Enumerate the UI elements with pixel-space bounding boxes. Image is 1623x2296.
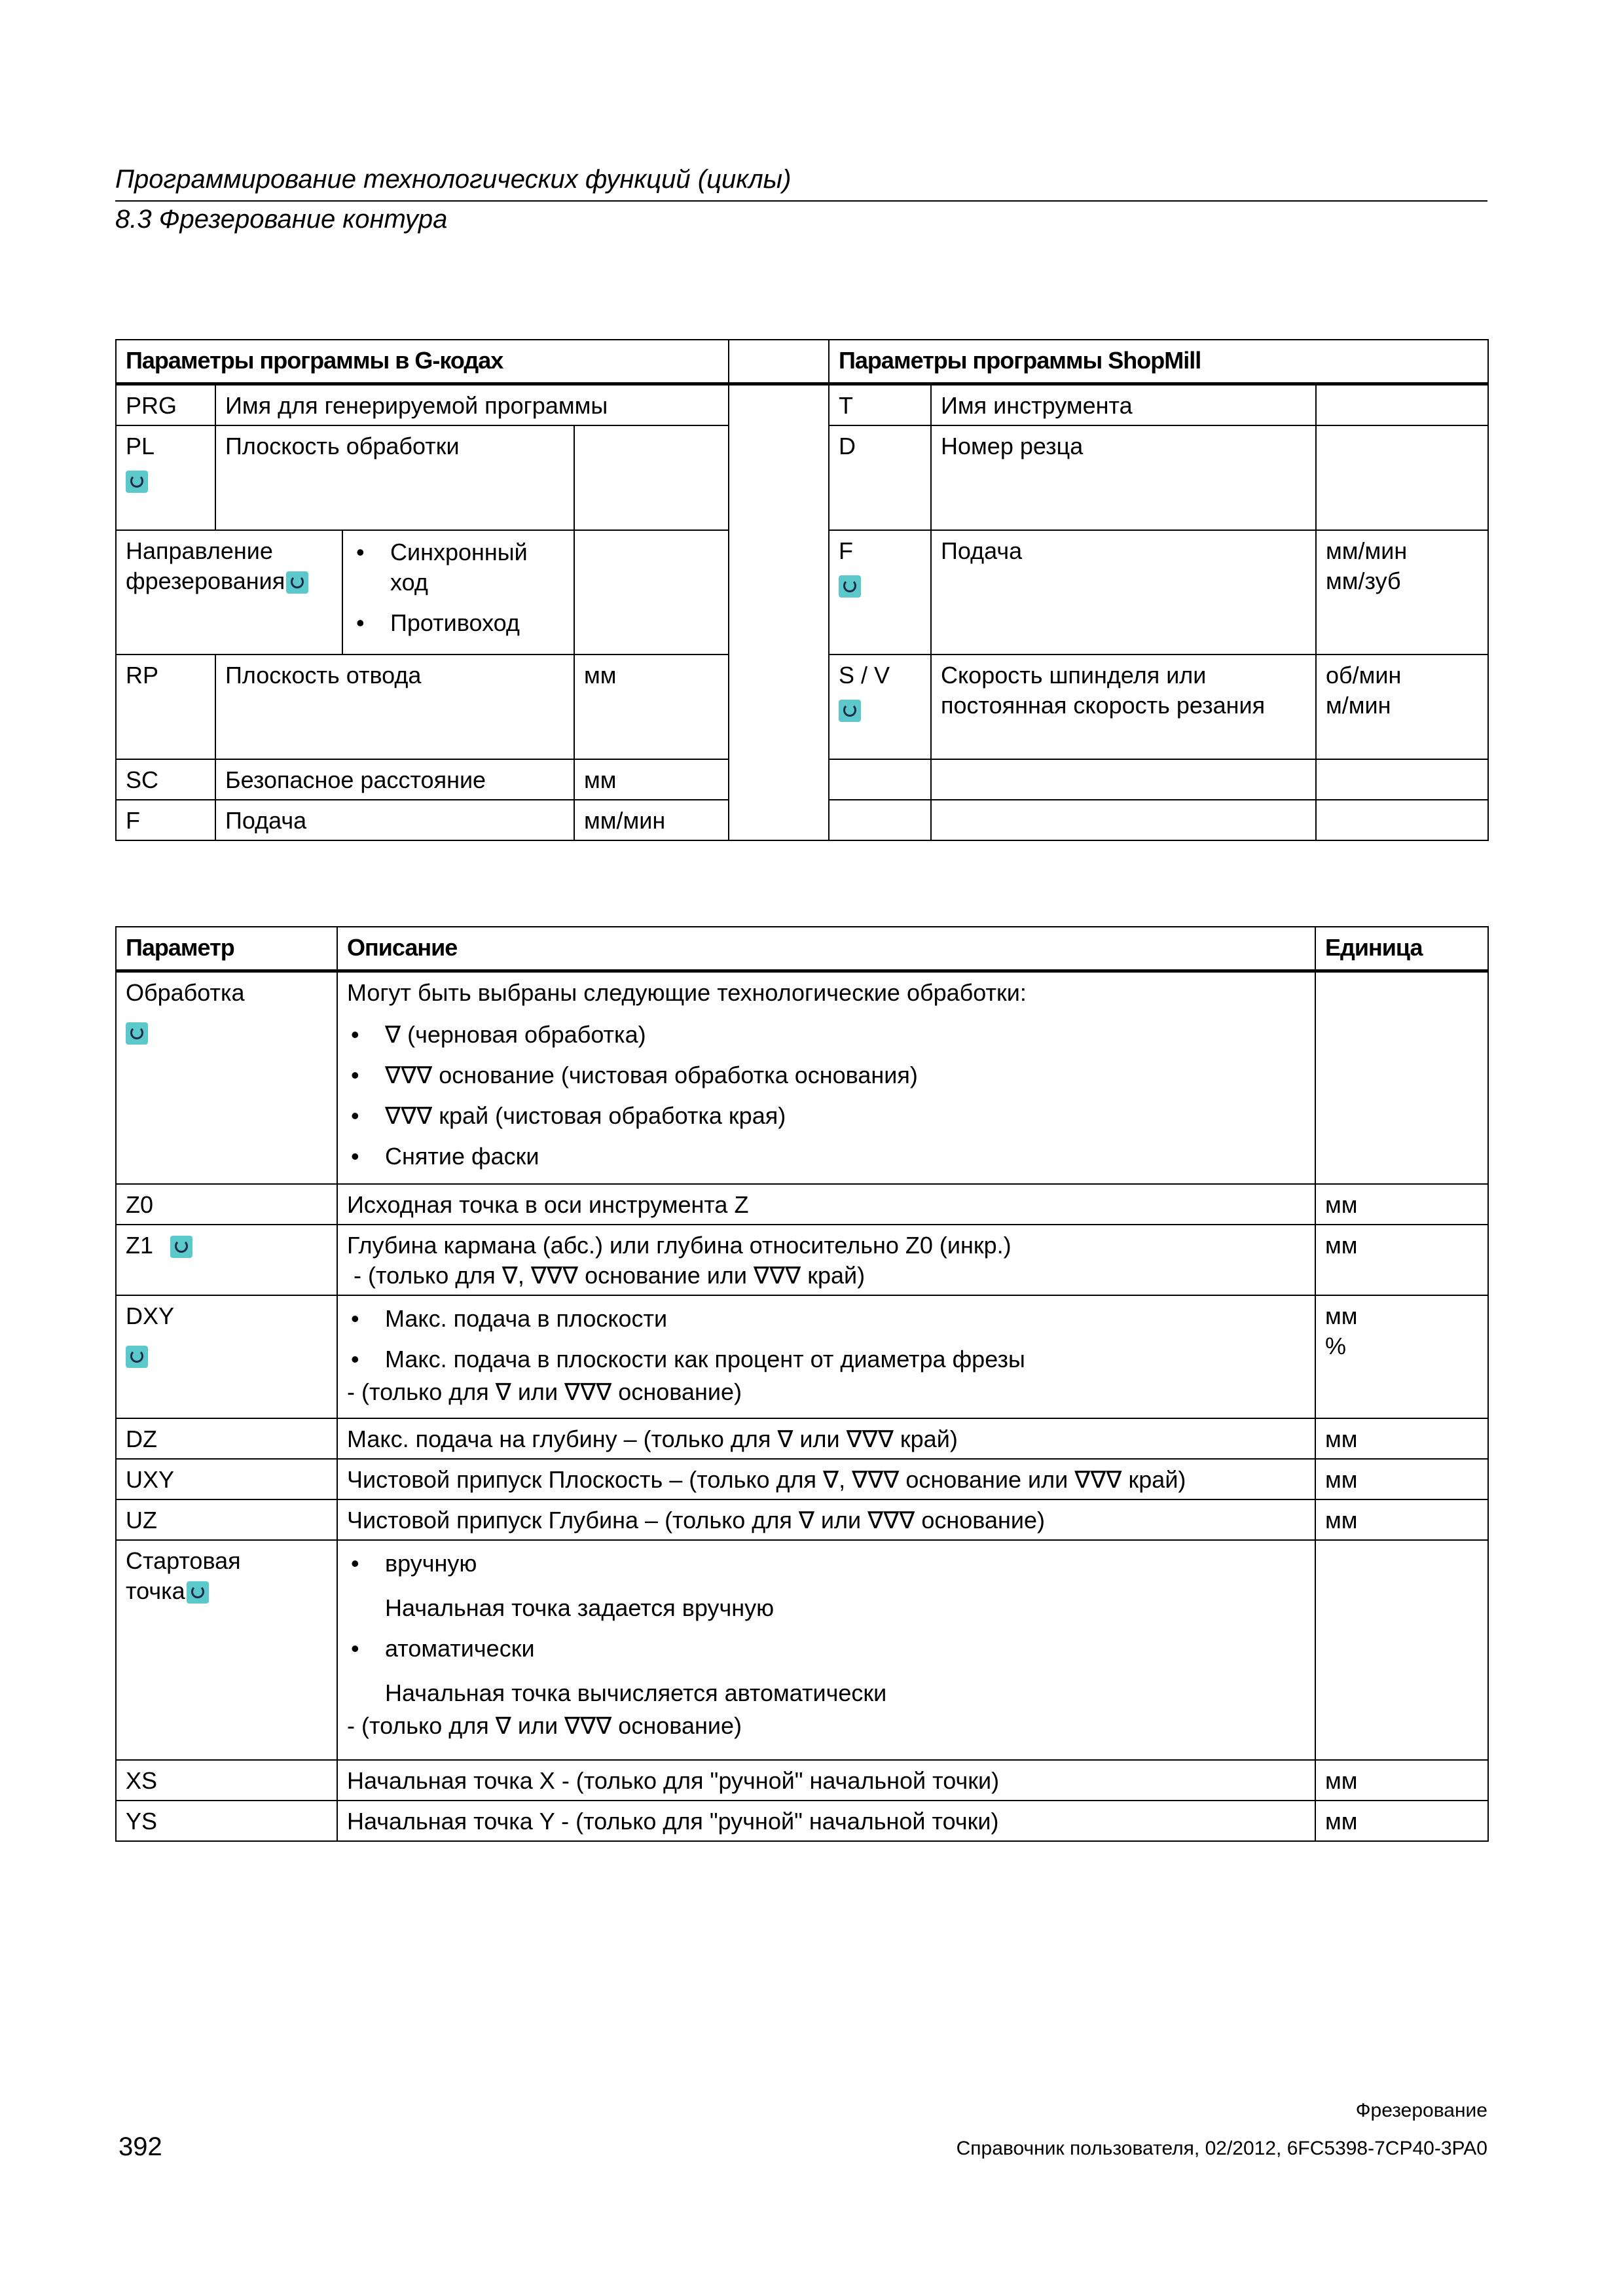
param-uz: UZ bbox=[116, 1499, 337, 1540]
param-dxy-label: DXY bbox=[126, 1302, 175, 1329]
dxy-note: - (только для ∇ или ∇∇∇ основание) bbox=[347, 1378, 742, 1405]
page-number: 392 bbox=[119, 2132, 162, 2161]
dxy-unit-percent: % bbox=[1325, 1333, 1347, 1359]
shopmill-params-header: Параметры программы ShopMill bbox=[829, 340, 1488, 384]
start-note: - (только для ∇ или ∇∇∇ основание) bbox=[347, 1712, 742, 1739]
param-f-left-unit: мм/мин bbox=[574, 800, 729, 840]
section-title: 8.3 Фрезерование контура bbox=[115, 205, 448, 234]
header-rule bbox=[115, 200, 1487, 202]
empty-cell bbox=[931, 800, 1316, 840]
param-xs: XS bbox=[116, 1760, 337, 1801]
param-d-unit bbox=[1316, 425, 1488, 530]
param-uxy-unit: мм bbox=[1315, 1459, 1488, 1499]
param-dz-unit: мм bbox=[1315, 1418, 1488, 1459]
dxy-option-percent: • Макс. подача в плоскости как процент от диаметра фрезы bbox=[347, 1344, 1305, 1374]
param-rp: RP bbox=[116, 655, 215, 759]
toggle-icon[interactable] bbox=[286, 571, 308, 594]
param-z0-unit: мм bbox=[1315, 1184, 1488, 1225]
option-chamfer: • Снятие фаски bbox=[347, 1141, 1305, 1172]
toggle-icon[interactable] bbox=[126, 1022, 148, 1045]
start-point-desc bbox=[337, 1540, 1315, 1760]
param-sc: SC bbox=[116, 759, 215, 800]
col-header-unit: Единица bbox=[1315, 927, 1488, 971]
dxy-option-mm: • Макс. подача в плоскости bbox=[347, 1304, 1305, 1334]
param-t-unit bbox=[1316, 384, 1488, 425]
param-sc-unit: мм bbox=[574, 759, 729, 800]
param-t-desc: Имя инструмента bbox=[931, 384, 1316, 425]
chapter-title: Программирование технологических функций (циклы) bbox=[115, 165, 792, 194]
footer-section: Фрезерование bbox=[1355, 2100, 1487, 2121]
param-pl-unit bbox=[574, 425, 729, 530]
dxy-unit-mm: мм bbox=[1325, 1302, 1358, 1329]
toggle-icon[interactable] bbox=[170, 1236, 192, 1258]
empty-cell bbox=[829, 800, 931, 840]
empty-cell bbox=[829, 759, 931, 800]
param-f-left: F bbox=[116, 800, 215, 840]
machining-desc bbox=[337, 971, 1315, 1184]
param-uxy: UXY bbox=[116, 1459, 337, 1499]
param-dxy-unit bbox=[1315, 1295, 1488, 1418]
parameters-description-table bbox=[115, 926, 1489, 1842]
toggle-icon[interactable] bbox=[126, 471, 148, 493]
param-t: T bbox=[829, 384, 931, 425]
empty-cell bbox=[1316, 800, 1488, 840]
param-dz: DZ bbox=[116, 1418, 337, 1459]
param-ys: YS bbox=[116, 1801, 337, 1841]
param-uz-unit: мм bbox=[1315, 1499, 1488, 1540]
param-sv-label: S / V bbox=[839, 661, 890, 689]
param-prg-desc: Имя для генерируемой программы bbox=[215, 384, 729, 425]
param-sc-desc: Безопасное расстояние bbox=[215, 759, 574, 800]
machining-unit bbox=[1315, 971, 1488, 1184]
footer-reference: Справочник пользователя, 02/2012, 6FC5398-7CP40-3PA0 bbox=[956, 2138, 1487, 2159]
toggle-icon[interactable] bbox=[187, 1581, 209, 1604]
param-milling-direction bbox=[116, 530, 342, 655]
param-ys-desc: Начальная точка Y - (только для "ручной" начальной точки) bbox=[337, 1801, 1315, 1841]
milling-direction-unit bbox=[574, 530, 729, 655]
start-point-label-line1: Стартовая bbox=[126, 1547, 241, 1574]
param-sv-unit: об/мин м/мин bbox=[1316, 655, 1488, 759]
param-ys-unit: мм bbox=[1315, 1801, 1488, 1841]
param-f-desc: Подача bbox=[931, 530, 1316, 655]
param-dz-desc: Макс. подача на глубину – (только для ∇ или ∇∇∇ край) bbox=[337, 1418, 1315, 1459]
toggle-icon[interactable] bbox=[839, 700, 861, 722]
option-climb: • Синхронный ход bbox=[352, 537, 564, 598]
machining-intro: Могут быть выбраны следующие технологические обработки: bbox=[347, 978, 1027, 1006]
param-f-unit: мм/мин мм/зуб bbox=[1316, 530, 1488, 655]
option-finish-edge: • ∇∇∇ край (чистовая обработка края) bbox=[347, 1101, 1305, 1131]
start-option-manual: • вручную bbox=[347, 1549, 1305, 1579]
start-point-unit bbox=[1315, 1540, 1488, 1760]
param-z1-desc-line1: Глубина кармана (абс.) или глубина относительно Z0 (инкр.) bbox=[347, 1232, 1012, 1259]
start-manual-desc: Начальная точка задается вручную bbox=[385, 1594, 775, 1621]
param-uxy-desc: Чистовой припуск Плоскость – (только для ∇, ∇∇∇ основание или ∇∇∇ край) bbox=[337, 1459, 1315, 1499]
param-dxy-desc bbox=[337, 1295, 1315, 1418]
param-machining-label: Обработка bbox=[126, 978, 245, 1006]
param-xs-desc: Начальная точка X - (только для "ручной" начальной точки) bbox=[337, 1760, 1315, 1801]
start-auto-desc: Начальная точка вычисляется автоматически bbox=[385, 1679, 887, 1706]
param-z0: Z0 bbox=[116, 1184, 337, 1225]
gcode-params-header: Параметры программы в G-кодах bbox=[116, 340, 729, 384]
param-z0-desc: Исходная точка в оси инструмента Z bbox=[337, 1184, 1315, 1225]
toggle-icon[interactable] bbox=[126, 1346, 148, 1368]
spacer-cell bbox=[729, 384, 829, 840]
option-conventional: • Противоход bbox=[352, 608, 564, 638]
spacer-cell bbox=[729, 340, 829, 384]
param-pl bbox=[116, 425, 215, 530]
milling-direction-options bbox=[342, 530, 574, 655]
param-sv-desc: Скорость шпинделя или постоянная скорость резания bbox=[931, 655, 1316, 759]
option-roughing: • ∇ (черновая обработка) bbox=[347, 1020, 1305, 1050]
param-z1 bbox=[116, 1225, 337, 1295]
empty-cell bbox=[1316, 759, 1488, 800]
program-parameters-table bbox=[115, 339, 1489, 841]
param-d-desc: Номер резца bbox=[931, 425, 1316, 530]
param-sv bbox=[829, 655, 931, 759]
param-uz-desc: Чистовой припуск Глубина – (только для ∇ или ∇∇∇ основание) bbox=[337, 1499, 1315, 1540]
col-header-param: Параметр bbox=[116, 927, 337, 971]
param-start-point bbox=[116, 1540, 337, 1760]
param-rp-desc: Плоскость отвода bbox=[215, 655, 574, 759]
empty-cell bbox=[931, 759, 1316, 800]
param-prg: PRG bbox=[116, 384, 215, 425]
start-point-label-text: точка bbox=[126, 1577, 185, 1604]
param-pl-desc: Плоскость обработки bbox=[215, 425, 574, 530]
toggle-icon[interactable] bbox=[839, 575, 861, 598]
param-machining bbox=[116, 971, 337, 1184]
param-f-right bbox=[829, 530, 931, 655]
param-z1-label: Z1 bbox=[126, 1232, 154, 1259]
milling-direction-label: Направление фрезерования bbox=[126, 537, 285, 594]
col-header-desc: Описание bbox=[337, 927, 1315, 971]
param-rp-unit: мм bbox=[574, 655, 729, 759]
option-finish-bottom: • ∇∇∇ основание (чистовая обработка основания) bbox=[347, 1060, 1305, 1090]
param-f-label: F bbox=[839, 537, 854, 564]
param-z1-desc-line2: - (только для ∇, ∇∇∇ основание или ∇∇∇ край) bbox=[347, 1262, 866, 1289]
param-z1-desc bbox=[337, 1225, 1315, 1295]
param-z1-unit: мм bbox=[1315, 1225, 1488, 1295]
param-d: D bbox=[829, 425, 931, 530]
start-point-label-line2 bbox=[126, 1576, 327, 1606]
param-pl-label: PL bbox=[126, 432, 155, 459]
param-f-left-desc: Подача bbox=[215, 800, 574, 840]
param-xs-unit: мм bbox=[1315, 1760, 1488, 1801]
param-dxy bbox=[116, 1295, 337, 1418]
start-option-auto: • атоматически bbox=[347, 1634, 1305, 1664]
